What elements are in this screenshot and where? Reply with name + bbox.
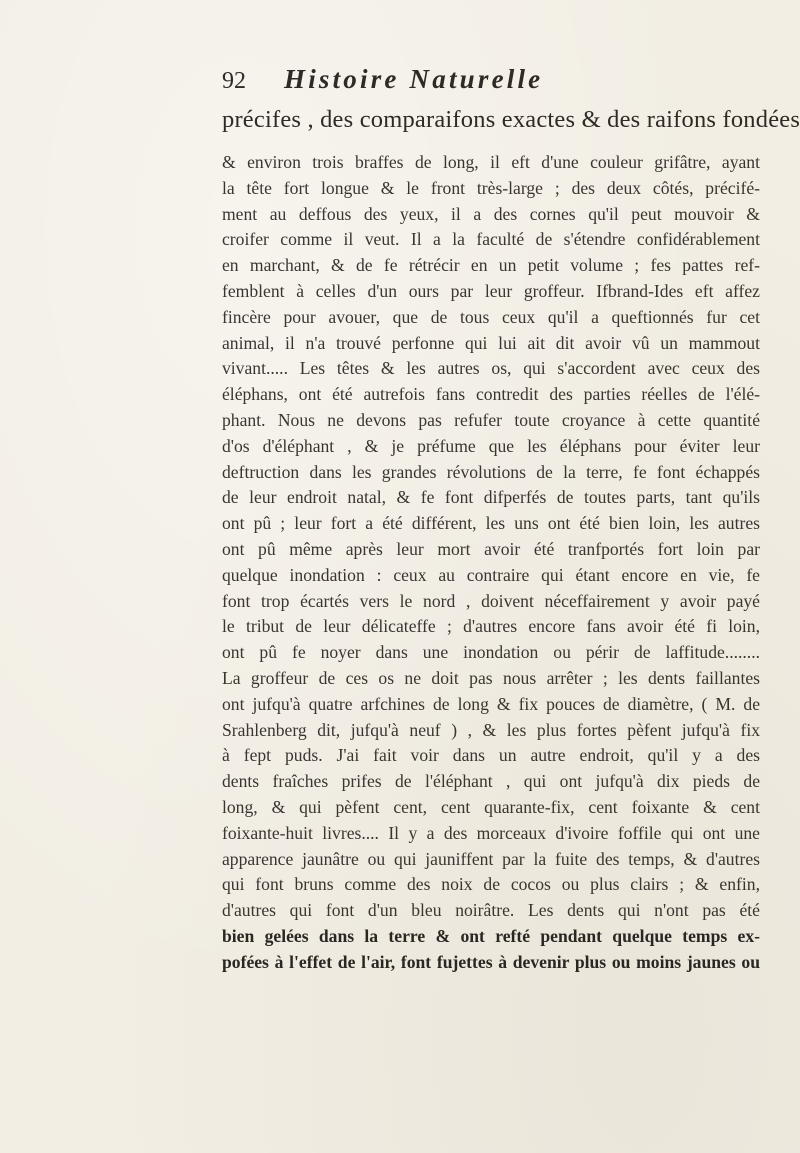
text-line: & environ trois braffes de long, il eft d'une couleur grifâtre, ayant xyxy=(222,152,760,172)
text-line: bien gelées dans la terre & ont refté pendant quelque temps ex- xyxy=(222,925,760,946)
text-line: dents fraîches prifes de l'éléphant , qui ont jufqu'à dix pieds de xyxy=(222,771,760,792)
text-line: croifer comme il veut. Il a la faculté de s'étendre confidérablement xyxy=(222,229,760,250)
text-line: ont jufqu'à quatre arfchines de long & fix pouces de diamètre, ( M. de xyxy=(222,693,760,714)
text-line: de leur endroit natal, & fe font difperfés de toutes parts, tant qu'ils xyxy=(222,487,760,508)
text-line: le tribut de leur délicateffe ; d'autres encore fans avoir été fi loin, xyxy=(222,616,760,637)
text-line: quelque inondation : ceux au contraire qui étant encore en vie, fe xyxy=(222,564,760,585)
text-line: phant. Nous ne devons pas refufer toute croyance à cette quantité xyxy=(222,409,760,430)
body-text xyxy=(222,150,760,976)
text-line: ont pû même après leur mort avoir été tranfportés fort loin par xyxy=(222,538,760,559)
page-number: 92 xyxy=(222,68,246,94)
text-line: La groffeur de ces os ne doit pas nous arrêter ; les dents faillantes xyxy=(222,667,760,688)
text-line: à fept puds. J'ai fait voir dans un autre endroit, qu'il y a des xyxy=(222,745,760,766)
text-line: femblent à celles d'un ours par leur groffeur. Ifbrand-Ides eft affez xyxy=(222,280,760,301)
text-line: animal, il n'a trouvé perfonne qui lui ait dit avoir vû un mammout xyxy=(222,332,760,353)
text-line: d'os d'éléphant , & je préfume que les éléphans pour éviter leur xyxy=(222,435,760,456)
text-line: fincère pour avouer, que de tous ceux qu'il a queftionnés fur cet xyxy=(222,306,760,327)
text-line: d'autres qui font d'un bleu noirâtre. Les dents qui n'ont pas été xyxy=(222,900,760,921)
text-line: Srahlenberg dit, jufqu'à neuf ) , & les plus fortes pèfent jufqu'à fix xyxy=(222,719,760,740)
catchline: précifes , des comparaifons exactes & des raifons fondées xyxy=(222,106,800,133)
text-line: qui font bruns comme des noix de cocos ou plus clairs ; & enfin, xyxy=(222,874,760,895)
text-line: ont pû ; leur fort a été différent, les uns ont été bien loin, les autres xyxy=(222,513,760,534)
text-line: foixante-huit livres.... Il y a des morceaux d'ivoire foffile qui ont une xyxy=(222,822,760,843)
text-line: éléphans, ont été autrefois fans contredit des parties réelles de l'élé- xyxy=(222,384,760,405)
text-line: ont pû fe noyer dans une inondation ou périr de laffitude........ xyxy=(222,642,760,663)
text-line: pofées à l'effet de l'air, font fujettes à devenir plus ou moins jaunes ou xyxy=(222,951,760,972)
text-line: la tête fort longue & le front très-large ; des deux côtés, précifé- xyxy=(222,177,760,198)
text-line: deftruction dans les grandes révolutions de la terre, fe font échappés xyxy=(222,461,760,482)
text-line: en marchant, & de fe rétrécir en un petit volume ; fes pattes ref- xyxy=(222,255,760,276)
running-title: Histoire Naturelle xyxy=(284,64,544,94)
text-line: apparence jaunâtre ou qui jauniffent par la fuite des temps, & d'autres xyxy=(222,848,760,869)
text-line: vivant..... Les têtes & les autres os, qui s'accordent avec ceux des xyxy=(222,358,760,379)
text-line: long, & qui pèfent cent, cent quarante-fix, cent foixante & cent xyxy=(222,796,760,817)
page-header xyxy=(222,64,722,98)
text-line: ment au deffous des yeux, il a des cornes qu'il peut mouvoir & xyxy=(222,203,760,224)
text-line: font trop écartés vers le nord , doivent néceffairement y avoir payé xyxy=(222,590,760,611)
